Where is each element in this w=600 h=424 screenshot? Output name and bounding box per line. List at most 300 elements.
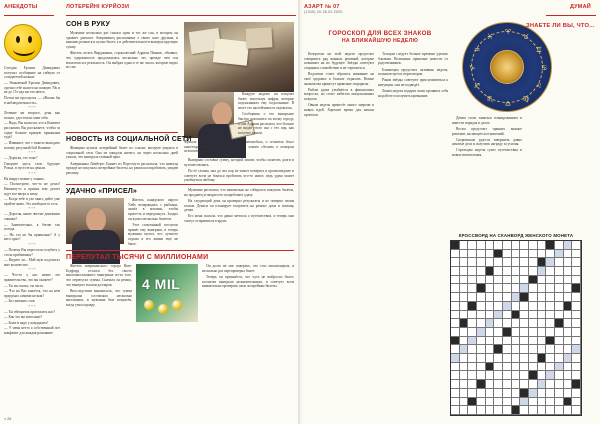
crossword-cell (451, 241, 460, 250)
crossword-cell[interactable] (555, 250, 564, 259)
crossword-cell[interactable] (564, 389, 573, 398)
crossword-cell[interactable] (520, 276, 529, 285)
crossword-cell[interactable] (503, 311, 512, 320)
crossword-cell[interactable] (555, 398, 564, 407)
crossword-cell[interactable] (529, 363, 538, 372)
crossword-cell[interactable] (546, 311, 555, 320)
crossword-cell[interactable] (538, 311, 547, 320)
crossword-cell[interactable] (494, 293, 503, 302)
crossword-cell[interactable] (494, 302, 503, 311)
crossword-cell[interactable] (468, 267, 477, 276)
crossword-cell[interactable] (460, 328, 469, 337)
crossword-cell[interactable] (503, 302, 512, 311)
crossword-cell[interactable] (460, 276, 469, 285)
crossword-grid[interactable] (450, 240, 582, 416)
anecdote-text: — Без лишних слов. (4, 299, 36, 304)
crossword-cell[interactable] (486, 345, 495, 354)
crossword-cell[interactable] (529, 241, 538, 250)
crossword-cell[interactable] (520, 380, 529, 389)
crossword-cell[interactable] (512, 345, 521, 354)
crossword-cell[interactable] (529, 258, 538, 267)
crossword-cell[interactable] (477, 398, 486, 407)
crossword-cell[interactable] (486, 354, 495, 363)
crossword-cell[interactable] (555, 337, 564, 346)
crossword-cell[interactable] (451, 328, 460, 337)
crossword-cell[interactable] (572, 398, 581, 407)
crossword-cell[interactable] (468, 311, 477, 320)
crossword-cell[interactable] (460, 311, 469, 320)
crossword-cell[interactable] (572, 311, 581, 320)
crossword-cell[interactable] (486, 380, 495, 389)
crossword-cell[interactable] (555, 328, 564, 337)
crossword-cell[interactable] (564, 380, 573, 389)
crossword-cell[interactable] (503, 293, 512, 302)
crossword-cell[interactable] (546, 293, 555, 302)
crossword-cell[interactable] (555, 371, 564, 380)
crossword-cell[interactable] (468, 371, 477, 380)
crossword-cell[interactable] (468, 250, 477, 259)
crossword-cell[interactable] (460, 250, 469, 259)
crossword-cell[interactable] (460, 337, 469, 346)
crossword-cell[interactable] (512, 319, 521, 328)
crossword-cell[interactable] (572, 241, 581, 250)
crossword-cell (460, 319, 469, 328)
page-number: « 26 (4, 417, 12, 421)
know-title: ЗНАЕТЕ ЛИ ВЫ, ЧТО... (526, 23, 595, 29)
crossword-cell[interactable] (512, 337, 521, 346)
crossword-cell[interactable] (486, 311, 495, 320)
crossword-cell[interactable] (486, 293, 495, 302)
crossword-cell[interactable] (460, 302, 469, 311)
horoscope-text: Стрельцам неделя сулит путешествия и новые впечатления. (452, 148, 522, 158)
crossword-cell[interactable] (546, 276, 555, 285)
crossword-cell[interactable] (477, 319, 486, 328)
crossword-cell[interactable] (529, 319, 538, 328)
anecdote-text: — Уважаемый Ерохин Димидович, срочно себе налоги на поиную 70к и не до 15 года ни что ничто. (4, 80, 60, 95)
crossword-cell[interactable] (451, 284, 460, 293)
crossword-cell[interactable] (503, 354, 512, 363)
crossword-cell[interactable] (538, 328, 547, 337)
crossword-cell[interactable] (538, 319, 547, 328)
crossword-cell[interactable] (503, 319, 512, 328)
crossword-cell[interactable] (529, 267, 538, 276)
crossword-cell[interactable] (494, 380, 503, 389)
crossword-cell[interactable] (572, 276, 581, 285)
crossword-cell[interactable] (451, 319, 460, 328)
crossword-cell[interactable] (564, 276, 573, 285)
anecdote-text: — Ты ни сказал, ты часть. (4, 283, 45, 288)
crossword-cell[interactable] (520, 363, 529, 372)
crossword-cell[interactable] (572, 319, 581, 328)
crossword-cell[interactable] (538, 380, 547, 389)
crossword-cell[interactable] (564, 345, 573, 354)
crossword-cell[interactable] (529, 293, 538, 302)
crossword-cell[interactable] (468, 293, 477, 302)
crossword-cell[interactable] (555, 354, 564, 363)
article-paragraph: Американка Ламбертс Баннет из Портсмута рассказала, что никогда прежде не покупала лотерейные билеты, но решила попробовать, увидев рекламу. (66, 161, 178, 175)
crossword-cell[interactable] (494, 267, 503, 276)
crossword-cell[interactable] (564, 337, 573, 346)
crossword-cell[interactable] (538, 371, 547, 380)
crossword-cell[interactable] (555, 276, 564, 285)
crossword-cell[interactable] (503, 406, 512, 415)
crossword-cell[interactable] (451, 363, 460, 372)
article-body (184, 188, 294, 248)
crossword-cell[interactable] (564, 258, 573, 267)
crossword-cell[interactable] (538, 276, 547, 285)
crossword-cell[interactable] (503, 363, 512, 372)
crossword-cell[interactable] (477, 293, 486, 302)
crossword-cell[interactable] (564, 406, 573, 415)
crossword-cell[interactable] (572, 371, 581, 380)
crossword-cell[interactable] (555, 406, 564, 415)
crossword-cell[interactable] (477, 311, 486, 320)
crossword-cell[interactable] (486, 319, 495, 328)
crossword-cell[interactable] (494, 276, 503, 285)
crossword-cell[interactable] (529, 380, 538, 389)
crossword-cell[interactable] (503, 371, 512, 380)
crossword-cell[interactable] (451, 398, 460, 407)
crossword-cell[interactable] (546, 302, 555, 311)
crossword-cell[interactable] (486, 302, 495, 311)
crossword-cell[interactable] (555, 380, 564, 389)
crossword-cell[interactable] (572, 258, 581, 267)
crossword-cell[interactable] (512, 276, 521, 285)
crossword-cell[interactable] (460, 371, 469, 380)
crossword-cell[interactable] (512, 284, 521, 293)
crossword-cell[interactable] (451, 250, 460, 259)
crossword-cell (538, 258, 547, 267)
crossword-cell[interactable] (512, 328, 521, 337)
crossword-cell[interactable] (486, 250, 495, 259)
crossword-cell[interactable] (451, 302, 460, 311)
crossword-cell[interactable] (451, 345, 460, 354)
crossword-cell[interactable] (546, 354, 555, 363)
crossword-cell[interactable] (486, 406, 495, 415)
crossword-cell[interactable] (494, 371, 503, 380)
crossword-cell[interactable] (572, 328, 581, 337)
crossword-cell[interactable] (486, 371, 495, 380)
separator-stars: * * * (28, 171, 36, 176)
separator-stars: * * * (28, 304, 36, 309)
horoscope-text: Весам предстоит принять важное решение, касающееся отношений. (452, 126, 522, 136)
crossword-cell[interactable] (494, 363, 503, 372)
crossword-cell[interactable] (520, 371, 529, 380)
crossword-cell[interactable] (512, 241, 521, 250)
crossword-cell[interactable] (555, 284, 564, 293)
crossword-cell[interactable] (451, 276, 460, 285)
crossword-cell[interactable] (520, 337, 529, 346)
crossword-cell[interactable] (555, 311, 564, 320)
crossword-cell[interactable] (564, 250, 573, 259)
crossword-cell[interactable] (477, 258, 486, 267)
crossword-cell[interactable] (529, 337, 538, 346)
crossword-cell (477, 284, 486, 293)
separator-stars: * * * (28, 242, 36, 247)
crossword-cell[interactable] (451, 406, 460, 415)
crossword-cell[interactable] (477, 354, 486, 363)
crossword-cell[interactable] (538, 241, 547, 250)
crossword-cell[interactable] (555, 345, 564, 354)
crossword-cell[interactable] (468, 284, 477, 293)
crossword-cell[interactable] (477, 328, 486, 337)
crossword-cell[interactable] (512, 354, 521, 363)
crossword-cell[interactable] (538, 250, 547, 259)
crossword-cell[interactable] (572, 389, 581, 398)
crossword-cell[interactable] (477, 389, 486, 398)
crossword-cell[interactable] (512, 267, 521, 276)
crossword-cell[interactable] (468, 241, 477, 250)
crossword-cell[interactable] (538, 363, 547, 372)
crossword-cell[interactable] (503, 380, 512, 389)
crossword-cell[interactable] (555, 267, 564, 276)
crossword-cell[interactable] (564, 354, 573, 363)
crossword-cell[interactable] (512, 389, 521, 398)
crossword-cell[interactable] (529, 250, 538, 259)
crossword-cell[interactable] (468, 337, 477, 346)
crossword-cell[interactable] (546, 363, 555, 372)
crossword-cell[interactable] (451, 258, 460, 267)
crossword-cell[interactable] (546, 258, 555, 267)
crossword-cell[interactable] (512, 258, 521, 267)
crossword-cell[interactable] (555, 389, 564, 398)
crossword-cell[interactable] (460, 293, 469, 302)
crossword-cell[interactable] (564, 293, 573, 302)
crossword-cell[interactable] (468, 328, 477, 337)
crossword-cell[interactable] (572, 406, 581, 415)
crossword-cell[interactable] (468, 380, 477, 389)
crossword-cell[interactable] (555, 258, 564, 267)
crossword-cell[interactable] (529, 354, 538, 363)
crossword-cell[interactable] (538, 293, 547, 302)
crossword-cell[interactable] (520, 267, 529, 276)
crossword-cell[interactable] (512, 293, 521, 302)
crossword-cell[interactable] (512, 363, 521, 372)
crossword-cell[interactable] (572, 250, 581, 259)
crossword-cell[interactable] (555, 302, 564, 311)
crossword-cell[interactable] (529, 284, 538, 293)
crossword-cell[interactable] (503, 258, 512, 267)
crossword-cell[interactable] (451, 267, 460, 276)
crossword-cell[interactable] (520, 258, 529, 267)
crossword-cell[interactable] (546, 319, 555, 328)
crossword-cell[interactable] (494, 398, 503, 407)
crossword-cell[interactable] (460, 258, 469, 267)
crossword-cell[interactable] (460, 406, 469, 415)
crossword-cell[interactable] (460, 380, 469, 389)
crossword-cell[interactable] (546, 398, 555, 407)
crossword-cell (494, 345, 503, 354)
crossword-cell[interactable] (564, 311, 573, 320)
anecdote-text: — Надо, Вы налогом, что в Конвент рассказать Вы расскажете, чтобы за сидят больше прямую прыжками туда? (4, 121, 60, 140)
crossword-cell[interactable] (555, 241, 564, 250)
crossword-cell[interactable] (546, 328, 555, 337)
crossword-cell[interactable] (529, 302, 538, 311)
crossword-cell[interactable] (546, 267, 555, 276)
crossword-cell[interactable] (494, 241, 503, 250)
crossword-cell[interactable] (538, 267, 547, 276)
crossword-cell[interactable] (451, 311, 460, 320)
crossword-cell[interactable] (546, 389, 555, 398)
crossword-cell[interactable] (503, 389, 512, 398)
crossword-cell[interactable] (520, 284, 529, 293)
crossword-cell[interactable] (468, 354, 477, 363)
crossword-cell[interactable] (503, 241, 512, 250)
crossword-cell[interactable] (546, 406, 555, 415)
crossword-cell[interactable] (486, 258, 495, 267)
crossword-cell[interactable] (477, 371, 486, 380)
crossword-cell[interactable] (520, 345, 529, 354)
zodiac-wheel (462, 22, 552, 112)
crossword-cell[interactable] (512, 398, 521, 407)
crossword-cell[interactable] (468, 319, 477, 328)
crossword-cell[interactable] (460, 354, 469, 363)
crossword-cell[interactable] (564, 319, 573, 328)
crossword-cell[interactable] (460, 389, 469, 398)
horoscope-text: Скорпионам удастся завершить давно начатые дела и получить награду за усилия. (452, 137, 522, 147)
crossword-cell[interactable] (503, 267, 512, 276)
crossword-cell[interactable] (494, 354, 503, 363)
crossword-cell[interactable] (486, 328, 495, 337)
crossword-cell[interactable] (460, 398, 469, 407)
crossword-cell[interactable] (468, 258, 477, 267)
crossword-cell[interactable] (460, 241, 469, 250)
crossword-cell[interactable] (451, 371, 460, 380)
crossword-cell[interactable] (538, 345, 547, 354)
crossword-cell[interactable] (486, 276, 495, 285)
crossword-cell[interactable] (520, 311, 529, 320)
horoscope-title (300, 30, 460, 45)
crossword-cell[interactable] (503, 398, 512, 407)
crossword-cell[interactable] (503, 276, 512, 285)
crossword-cell[interactable] (477, 406, 486, 415)
crossword-cell[interactable] (503, 284, 512, 293)
crossword-cell[interactable] (477, 267, 486, 276)
crossword-cell[interactable] (494, 311, 503, 320)
crossword-cell[interactable] (494, 319, 503, 328)
crossword-cell[interactable] (494, 328, 503, 337)
crossword-cell[interactable] (460, 345, 469, 354)
crossword-cell[interactable] (512, 250, 521, 259)
crossword-cell[interactable] (468, 406, 477, 415)
crossword-cell[interactable] (572, 293, 581, 302)
crossword-cell[interactable] (477, 337, 486, 346)
crossword-cell[interactable] (538, 389, 547, 398)
crossword-cell[interactable] (494, 389, 503, 398)
crossword-cell[interactable] (520, 328, 529, 337)
crossword-cell[interactable] (572, 302, 581, 311)
crossword-cell[interactable] (520, 319, 529, 328)
crossword-cell[interactable] (494, 406, 503, 415)
crossword-cell[interactable] (546, 250, 555, 259)
crossword-cell[interactable] (520, 302, 529, 311)
crossword-cell[interactable] (460, 363, 469, 372)
crossword-cell[interactable] (512, 302, 521, 311)
crossword-cell[interactable] (486, 398, 495, 407)
crossword-cell[interactable] (451, 380, 460, 389)
crossword-cell[interactable] (468, 345, 477, 354)
crossword-cell[interactable] (477, 302, 486, 311)
crossword-cell[interactable] (503, 337, 512, 346)
crossword-cell[interactable] (538, 398, 547, 407)
anecdote-text: Лечение ни второго, день как пошло, удостоили сами себя. (4, 111, 60, 120)
crossword-cell[interactable] (486, 389, 495, 398)
crossword-cell[interactable] (468, 276, 477, 285)
crossword-cell[interactable] (494, 258, 503, 267)
crossword-cell[interactable] (529, 406, 538, 415)
crossword-cell[interactable] (529, 345, 538, 354)
crossword-cell[interactable] (512, 380, 521, 389)
crossword-cell[interactable] (494, 337, 503, 346)
crossword-cell[interactable] (564, 241, 573, 250)
crossword-cell[interactable] (546, 345, 555, 354)
crossword-cell[interactable] (520, 398, 529, 407)
crossword-cell[interactable] (486, 241, 495, 250)
section-divider (66, 132, 178, 133)
crossword-cell[interactable] (477, 276, 486, 285)
crossword-cell[interactable] (468, 389, 477, 398)
crossword-cell[interactable] (546, 284, 555, 293)
crossword-cell[interactable] (529, 398, 538, 407)
crossword-cell[interactable] (564, 284, 573, 293)
crossword-cell[interactable] (529, 389, 538, 398)
crossword-cell[interactable] (468, 363, 477, 372)
crossword-cell[interactable] (555, 293, 564, 302)
crossword-cell[interactable] (572, 354, 581, 363)
crossword-cell[interactable] (546, 371, 555, 380)
crossword-cell[interactable] (572, 267, 581, 276)
crossword-cell[interactable] (520, 406, 529, 415)
crossword-cell[interactable] (460, 267, 469, 276)
crossword-cell[interactable] (512, 371, 521, 380)
crossword-cell[interactable] (538, 337, 547, 346)
crossword-cell[interactable] (451, 354, 460, 363)
crossword-cell[interactable] (538, 302, 547, 311)
crossword-cell[interactable] (486, 284, 495, 293)
separator-stars: * * * (28, 151, 36, 156)
crossword-cell[interactable] (529, 328, 538, 337)
crossword-cell[interactable] (477, 250, 486, 259)
crossword-cell[interactable] (564, 328, 573, 337)
crossword-cell[interactable] (520, 250, 529, 259)
crossword-cell[interactable] (486, 337, 495, 346)
crossword-cell[interactable] (520, 241, 529, 250)
crossword-cell[interactable] (572, 345, 581, 354)
crossword-cell[interactable] (538, 284, 547, 293)
crossword-cell[interactable] (503, 250, 512, 259)
crossword-cell[interactable] (460, 284, 469, 293)
crossword-cell[interactable] (477, 241, 486, 250)
crossword-cell[interactable] (477, 363, 486, 372)
crossword-cell[interactable] (564, 267, 573, 276)
crossword-cell[interactable] (564, 363, 573, 372)
crossword-cell[interactable] (564, 371, 573, 380)
crossword-cell[interactable] (451, 293, 460, 302)
photo-text: 4 MIL (142, 276, 181, 292)
crossword-cell[interactable] (520, 354, 529, 363)
crossword-cell[interactable] (503, 345, 512, 354)
crossword-cell[interactable] (477, 345, 486, 354)
crossword-cell[interactable] (546, 380, 555, 389)
crossword-cell[interactable] (494, 284, 503, 293)
crossword-cell[interactable] (529, 311, 538, 320)
crossword-cell[interactable] (451, 389, 460, 398)
crossword-cell[interactable] (572, 337, 581, 346)
crossword-cell[interactable] (538, 406, 547, 415)
crossword-cell[interactable] (555, 363, 564, 372)
horoscope-text: Близнецам предстоит активная неделя, полная встреч и переговоров. (378, 67, 448, 77)
crossword-cell[interactable] (572, 363, 581, 372)
